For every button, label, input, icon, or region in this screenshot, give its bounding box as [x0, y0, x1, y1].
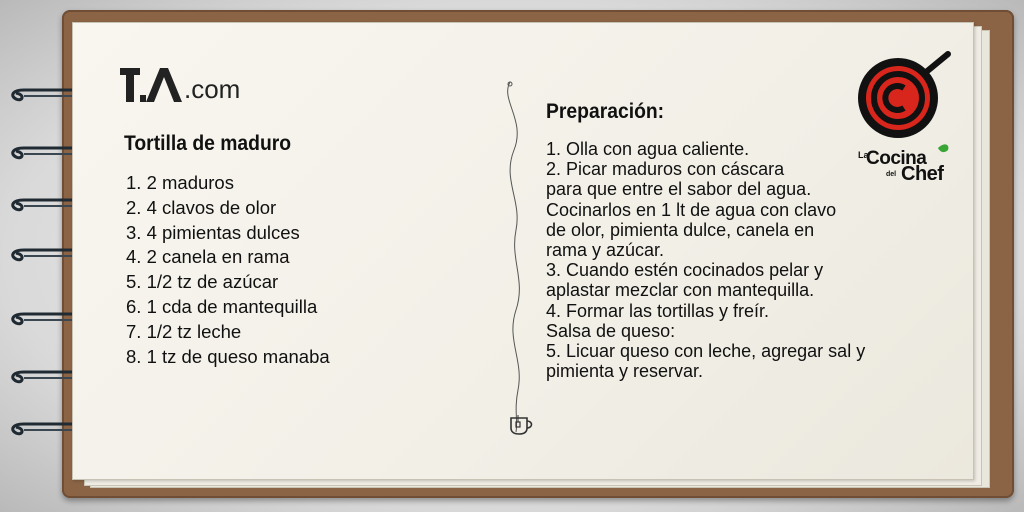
site-logo-mark-icon: [120, 68, 182, 102]
list-item: 2. Picar maduros con cáscara: [546, 159, 785, 180]
ingredients-list: [126, 171, 330, 369]
coffee-cup-icon: [508, 412, 536, 436]
show-logo-chef: Chef: [901, 163, 944, 185]
list-item: 1. 2 maduros: [126, 172, 234, 193]
list-item: 1. Olla con agua caliente.: [546, 139, 750, 159]
list-item: 7. 1/2 tz leche: [126, 320, 242, 342]
spiral-binding-icon: [8, 242, 72, 264]
list-item: para que entre el sabor del agua.: [546, 179, 812, 200]
list-item: Salsa de queso:: [546, 320, 676, 341]
list-item: 3. Cuando estén cocinados pelar y: [546, 260, 824, 281]
site-logo: [120, 64, 240, 102]
list-item: 5. 1/2 tz de azúcar: [126, 271, 279, 293]
wavy-divider: [496, 80, 536, 440]
list-item: 6. 1 cda de mantequilla: [126, 295, 318, 317]
preparation-title: Preparación:: [546, 100, 665, 123]
show-logo-la: La: [858, 150, 869, 160]
list-item: 5. Licuar queso con leche, agregar sal y: [546, 341, 866, 362]
list-item: 4. 2 canela en rama: [126, 246, 290, 268]
spiral-binding-icon: [8, 306, 72, 328]
list-item: rama y azúcar.: [546, 240, 665, 261]
spiral-binding-icon: [8, 364, 72, 386]
list-item: aplastar mezclar con mantequilla.: [546, 280, 815, 301]
spiral-binding-icon: [8, 192, 72, 214]
list-item: 4. Formar las tortillas y freír.: [546, 300, 770, 321]
list-item: 8. 1 tz de queso manaba: [126, 345, 330, 367]
preparation-steps: [546, 139, 865, 381]
spiral-binding-icon: [8, 82, 72, 104]
list-item: pimienta y reservar.: [546, 361, 704, 382]
list-item: 3. 4 pimientas dulces: [126, 221, 300, 243]
recipe-title: Tortilla de maduro: [124, 132, 292, 155]
spiral-binding-icon: [8, 416, 72, 438]
show-logo-del: del: [886, 171, 897, 178]
list-item: Cocinarlos en 1 lt de agua con clavo: [546, 199, 837, 220]
list-item: de olor, pimienta dulce, canela en: [546, 219, 815, 240]
list-item: 2. 4 clavos de olor: [126, 196, 277, 218]
site-logo-suffix: .com: [184, 74, 241, 104]
spiral-binding-icon: [8, 140, 72, 162]
show-logo-cocina: Cocina: [866, 148, 927, 169]
